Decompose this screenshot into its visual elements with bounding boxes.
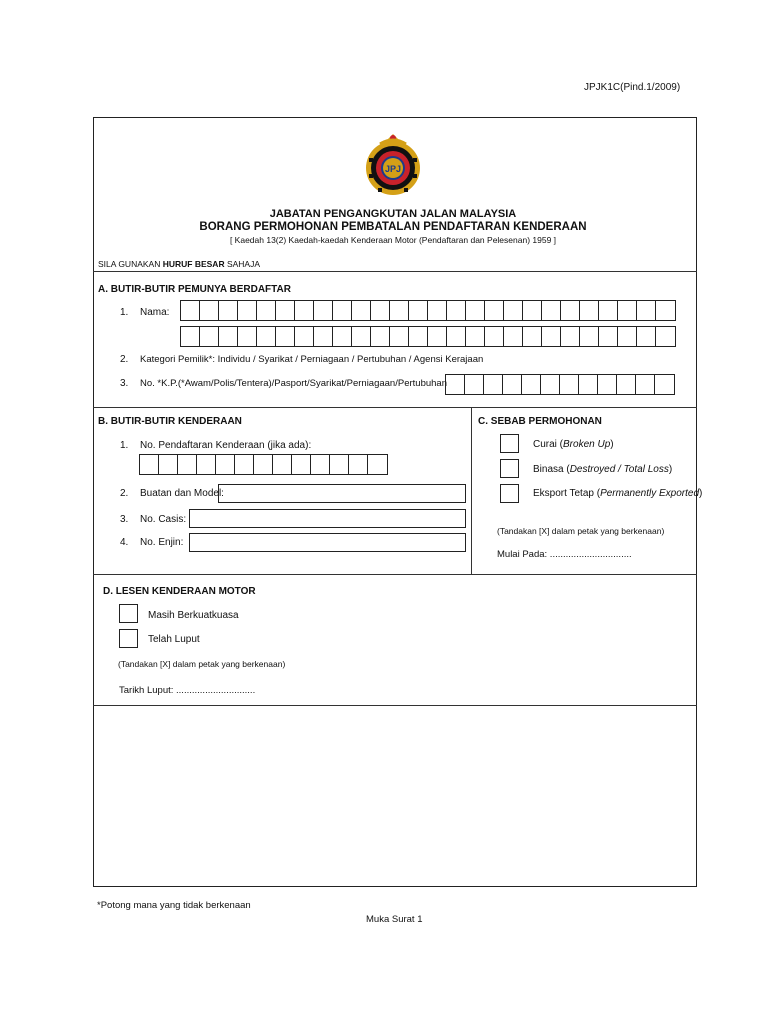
input-cell[interactable]	[618, 301, 637, 320]
input-cell[interactable]	[561, 327, 580, 346]
input-cell[interactable]	[655, 375, 674, 394]
input-cell[interactable]	[292, 455, 311, 474]
input-cell[interactable]	[523, 327, 542, 346]
input-cell[interactable]	[598, 375, 617, 394]
name-input-row-1[interactable]	[180, 300, 676, 321]
section-b-title: B. BUTIR-BUTIR KENDERAAN	[98, 416, 242, 427]
input-cell[interactable]	[637, 301, 656, 320]
input-cell[interactable]	[599, 327, 618, 346]
input-cell[interactable]	[368, 455, 387, 474]
input-cell[interactable]	[523, 301, 542, 320]
item-number: 2.	[120, 488, 129, 499]
jpj-logo-icon	[358, 130, 428, 200]
header-title-2: BORANG PERMOHONAN PEMBATALAN PENDAFTARAN KENDERAAN	[199, 221, 587, 233]
item-number: 1.	[120, 440, 129, 451]
input-cell[interactable]	[390, 301, 409, 320]
item-number: 3.	[120, 514, 129, 525]
input-cell[interactable]	[618, 327, 637, 346]
input-cell[interactable]	[466, 301, 485, 320]
input-cell[interactable]	[617, 375, 636, 394]
input-cell[interactable]	[352, 301, 371, 320]
input-cell[interactable]	[485, 301, 504, 320]
input-cell[interactable]	[200, 327, 219, 346]
instruction-text: SILA GUNAKAN HURUF BESAR SAHAJA	[98, 259, 261, 269]
input-cell[interactable]	[428, 327, 447, 346]
make-model-input[interactable]	[218, 484, 466, 503]
make-model-label: Buatan dan Model:	[140, 488, 224, 499]
input-cell[interactable]	[579, 375, 598, 394]
input-cell[interactable]	[276, 327, 295, 346]
divider-line	[93, 574, 697, 575]
section-d-title: D. LESEN KENDERAAN MOTOR	[103, 586, 256, 597]
destroyed-label: Binasa (Destroyed / Total Loss)	[533, 464, 673, 475]
name-label: Nama:	[140, 307, 170, 318]
input-cell[interactable]	[447, 327, 466, 346]
input-cell[interactable]	[504, 301, 523, 320]
input-cell[interactable]	[238, 301, 257, 320]
input-cell[interactable]	[371, 301, 390, 320]
logo-text: JPJ	[384, 164, 402, 174]
input-cell[interactable]	[390, 327, 409, 346]
input-cell[interactable]	[314, 301, 333, 320]
input-cell[interactable]	[503, 375, 522, 394]
input-cell[interactable]	[466, 327, 485, 346]
input-cell[interactable]	[140, 455, 159, 474]
input-cell[interactable]	[352, 327, 371, 346]
owner-category-label: Kategori Pemilik*: Individu / Syarikat / Perniagaan / Pertubuhan / Agensi Kerajaan	[140, 354, 484, 365]
input-cell[interactable]	[200, 301, 219, 320]
license-expired-label: Telah Luput	[148, 634, 200, 645]
input-cell[interactable]	[276, 301, 295, 320]
input-cell[interactable]	[159, 455, 178, 474]
input-cell[interactable]	[446, 375, 465, 394]
chassis-number-input[interactable]	[189, 509, 466, 528]
input-cell[interactable]	[580, 301, 599, 320]
input-cell[interactable]	[257, 301, 276, 320]
broken-up-label: Curai (Broken Up)	[533, 439, 614, 450]
input-cell[interactable]	[216, 455, 235, 474]
license-valid-label: Masih Berkuatkuasa	[148, 610, 239, 621]
header-subtitle: [ Kaedah 13(2) Kaedah-kaedah Kenderaan Motor (Pendaftaran dan Pelesenan) 1959 ]	[229, 235, 557, 245]
license-expired-checkbox[interactable]	[119, 629, 138, 648]
input-cell[interactable]	[273, 455, 292, 474]
item-number: 2.	[120, 354, 129, 365]
expiry-date-field[interactable]: Tarikh Luput: ..............................	[119, 685, 256, 696]
registration-number-label: No. Pendaftaran Kenderaan (jika ada):	[140, 440, 312, 451]
input-cell[interactable]	[235, 455, 254, 474]
divider-line	[93, 407, 697, 408]
input-cell[interactable]	[541, 375, 560, 394]
input-cell[interactable]	[178, 455, 197, 474]
input-cell[interactable]	[560, 375, 579, 394]
name-input-row-2[interactable]	[180, 326, 676, 347]
footnote: *Potong mana yang tidak berkenaan	[97, 900, 251, 911]
form-code: JPJK1C(Pind.1/2009)	[584, 82, 681, 93]
id-number-input[interactable]	[445, 374, 675, 395]
input-cell[interactable]	[656, 327, 675, 346]
broken-up-checkbox[interactable]	[500, 434, 519, 453]
exported-label: Eksport Tetap (Permanently Exported)	[533, 488, 703, 499]
input-cell[interactable]	[561, 301, 580, 320]
input-cell[interactable]	[219, 301, 238, 320]
item-number: 3.	[120, 378, 129, 389]
input-cell[interactable]	[465, 375, 484, 394]
engine-number-label: No. Enjin:	[140, 537, 184, 548]
item-number: 1.	[120, 307, 129, 318]
input-cell[interactable]	[504, 327, 523, 346]
input-cell[interactable]	[238, 327, 257, 346]
input-cell[interactable]	[636, 375, 655, 394]
id-number-label: No. *K.P.(*Awam/Polis/Tentera)/Pasport/Syarikat/Perniagaan/Pertubuhan	[140, 378, 447, 389]
input-cell[interactable]	[197, 455, 216, 474]
input-cell[interactable]	[522, 375, 541, 394]
divider-line	[93, 271, 697, 272]
section-c-note: (Tandakan [X] dalam petak yang berkenaan)	[497, 526, 665, 536]
input-cell[interactable]	[542, 301, 561, 320]
input-cell[interactable]	[637, 327, 656, 346]
engine-number-input[interactable]	[189, 533, 466, 552]
input-cell[interactable]	[181, 327, 200, 346]
exported-checkbox[interactable]	[500, 484, 519, 503]
registration-number-input[interactable]	[139, 454, 388, 475]
input-cell[interactable]	[254, 455, 273, 474]
divider-line	[471, 407, 472, 574]
input-cell[interactable]	[219, 327, 238, 346]
input-cell[interactable]	[314, 327, 333, 346]
page-number: Muka Surat 1	[366, 914, 423, 925]
input-cell[interactable]	[484, 375, 503, 394]
input-cell[interactable]	[371, 327, 390, 346]
section-a-title: A. BUTIR-BUTIR PEMUNYA BERDAFTAR	[98, 284, 291, 295]
divider-line	[93, 705, 697, 706]
input-cell[interactable]	[181, 301, 200, 320]
input-cell[interactable]	[349, 455, 368, 474]
input-cell[interactable]	[295, 327, 314, 346]
destroyed-checkbox[interactable]	[500, 459, 519, 478]
effective-date-field[interactable]: Mulai Pada: ...............................	[497, 549, 632, 560]
input-cell[interactable]	[447, 301, 466, 320]
input-cell[interactable]	[295, 301, 314, 320]
input-cell[interactable]	[409, 327, 428, 346]
chassis-number-label: No. Casis:	[140, 514, 187, 525]
header-title-1: JABATAN PENGANGKUTAN JALAN MALAYSIA	[269, 208, 517, 220]
input-cell[interactable]	[542, 327, 561, 346]
section-d-note: (Tandakan [X] dalam petak yang berkenaan)	[118, 659, 286, 669]
item-number: 4.	[120, 537, 129, 548]
input-cell[interactable]	[656, 301, 675, 320]
input-cell[interactable]	[330, 455, 349, 474]
input-cell[interactable]	[409, 301, 428, 320]
input-cell[interactable]	[311, 455, 330, 474]
section-c-title: C. SEBAB PERMOHONAN	[478, 416, 602, 427]
license-valid-checkbox[interactable]	[119, 604, 138, 623]
input-cell[interactable]	[428, 301, 447, 320]
input-cell[interactable]	[257, 327, 276, 346]
input-cell[interactable]	[333, 327, 352, 346]
input-cell[interactable]	[333, 301, 352, 320]
input-cell[interactable]	[485, 327, 504, 346]
input-cell[interactable]	[580, 327, 599, 346]
input-cell[interactable]	[599, 301, 618, 320]
